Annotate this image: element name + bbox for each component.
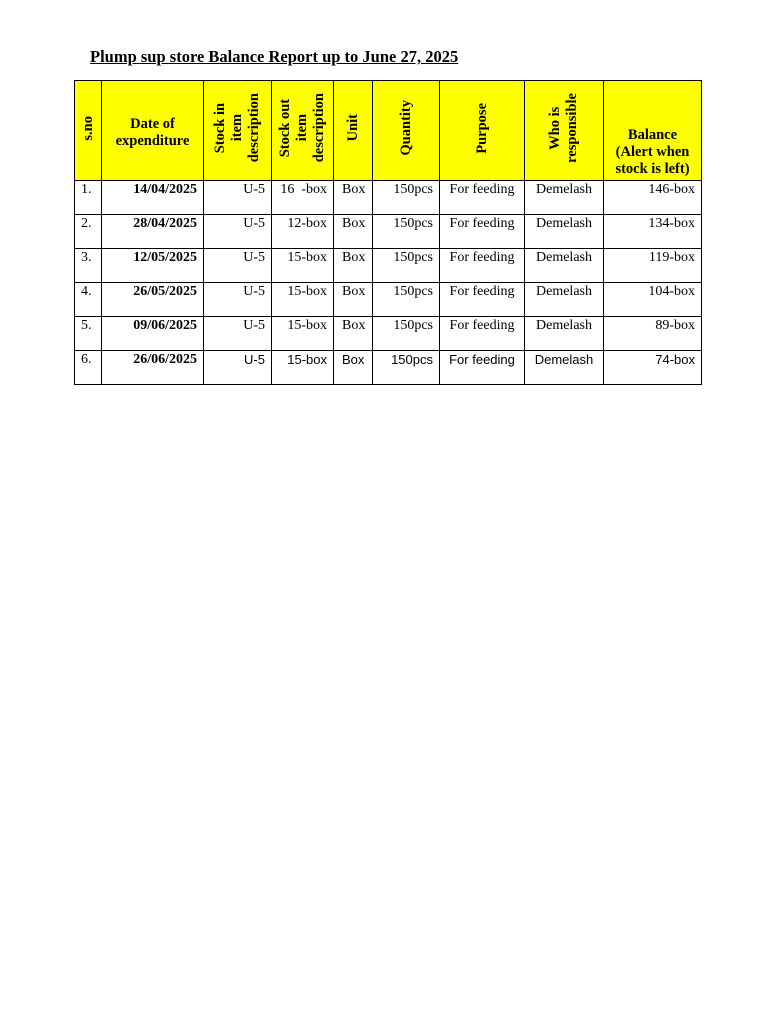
cell-date: 28/04/2025 bbox=[102, 215, 204, 249]
cell-quantity: 150pcs bbox=[373, 317, 440, 351]
cell-quantity: 150pcs bbox=[373, 181, 440, 215]
cell-balance: 119-box bbox=[604, 249, 702, 283]
cell-sno: 1. bbox=[75, 181, 102, 215]
cell-unit: Box bbox=[334, 351, 373, 385]
cell-who: Demelash bbox=[525, 317, 604, 351]
header-stock-in-line-1: Stock in bbox=[212, 102, 228, 154]
cell-unit: Box bbox=[334, 249, 373, 283]
header-stock-out-line-3: description bbox=[311, 93, 327, 163]
cell-balance: 89-box bbox=[604, 317, 702, 351]
cell-date: 09/06/2025 bbox=[102, 317, 204, 351]
cell-who: Demelash bbox=[525, 181, 604, 215]
cell-stock-out: 15-box bbox=[272, 249, 334, 283]
header-balance bbox=[604, 81, 702, 181]
header-who-line-1: Who is bbox=[547, 106, 563, 150]
cell-stock-in: U-5 bbox=[204, 215, 272, 249]
header-unit-label: Unit bbox=[344, 114, 361, 142]
cell-who: Demelash bbox=[525, 215, 604, 249]
report-title: Plump sup store Balance Report up to June 27, 2025 bbox=[90, 47, 459, 66]
header-stock-in-line-3: description bbox=[246, 93, 262, 163]
cell-stock-out: 15-box bbox=[272, 317, 334, 351]
header-date bbox=[102, 81, 204, 181]
cell-sno: 4. bbox=[75, 283, 102, 317]
cell-purpose: For feeding bbox=[440, 283, 525, 317]
cell-who: Demelash bbox=[525, 283, 604, 317]
cell-quantity: 150pcs bbox=[373, 283, 440, 317]
header-who-line-2: responsible bbox=[564, 93, 580, 163]
cell-purpose: For feeding bbox=[440, 317, 525, 351]
cell-purpose: For feeding bbox=[440, 351, 525, 385]
cell-stock-out: 12-box bbox=[272, 215, 334, 249]
cell-quantity: 150pcs bbox=[373, 249, 440, 283]
header-balance-line-3: stock is left) bbox=[615, 161, 690, 177]
balance-report-table bbox=[74, 80, 702, 385]
cell-balance: 134-box bbox=[604, 215, 702, 249]
header-who bbox=[525, 81, 604, 181]
cell-stock-out: 15-box bbox=[272, 351, 334, 385]
cell-unit: Box bbox=[334, 283, 373, 317]
cell-stock-in: U-5 bbox=[204, 249, 272, 283]
header-who-label bbox=[547, 93, 581, 163]
header-date-label: Date of expenditure bbox=[115, 115, 190, 149]
header-stock-in bbox=[204, 81, 272, 181]
header-sno bbox=[75, 81, 102, 181]
table-row bbox=[75, 181, 702, 215]
table-row bbox=[75, 249, 702, 283]
header-stock-out-line-1: Stock out bbox=[277, 98, 293, 158]
cell-unit: Box bbox=[334, 215, 373, 249]
cell-stock-in: U-5 bbox=[204, 351, 272, 385]
header-sno-label: s.no bbox=[79, 115, 96, 141]
cell-who: Demelash bbox=[525, 249, 604, 283]
cell-quantity: 150pcs bbox=[373, 215, 440, 249]
header-row bbox=[75, 81, 702, 181]
header-quantity-label: Quantity bbox=[397, 100, 414, 156]
header-stock-in-label bbox=[212, 93, 263, 162]
cell-date: 12/05/2025 bbox=[102, 249, 204, 283]
cell-sno: 5. bbox=[75, 317, 102, 351]
cell-stock-in: U-5 bbox=[204, 317, 272, 351]
cell-purpose: For feeding bbox=[440, 249, 525, 283]
cell-stock-out: 16 -box bbox=[272, 181, 334, 215]
cell-sno: 2. bbox=[75, 215, 102, 249]
cell-stock-in: U-5 bbox=[204, 181, 272, 215]
header-stock-out-label bbox=[277, 93, 328, 162]
header-quantity bbox=[373, 81, 440, 181]
header-balance-line-1: Balance bbox=[627, 127, 678, 143]
header-stock-out-line-2: item bbox=[294, 114, 310, 142]
cell-balance: 74-box bbox=[604, 351, 702, 385]
cell-balance: 104-box bbox=[604, 283, 702, 317]
cell-purpose: For feeding bbox=[440, 181, 525, 215]
cell-date: 26/06/2025 bbox=[102, 351, 204, 385]
header-purpose bbox=[440, 81, 525, 181]
cell-sno: 3. bbox=[75, 249, 102, 283]
table-row bbox=[75, 215, 702, 249]
cell-unit: Box bbox=[334, 317, 373, 351]
header-stock-out bbox=[272, 81, 334, 181]
cell-quantity: 150pcs bbox=[373, 351, 440, 385]
table-row bbox=[75, 317, 702, 351]
header-stock-in-line-2: item bbox=[229, 114, 245, 142]
header-unit bbox=[334, 81, 373, 181]
cell-unit: Box bbox=[334, 181, 373, 215]
table-row bbox=[75, 351, 702, 385]
cell-who: Demelash bbox=[525, 351, 604, 385]
cell-sno: 6. bbox=[75, 351, 102, 385]
cell-stock-out: 15-box bbox=[272, 283, 334, 317]
cell-date: 26/05/2025 bbox=[102, 283, 204, 317]
cell-stock-in: U-5 bbox=[204, 283, 272, 317]
cell-date: 14/04/2025 bbox=[102, 181, 204, 215]
cell-purpose: For feeding bbox=[440, 215, 525, 249]
table-row bbox=[75, 283, 702, 317]
cell-balance: 146-box bbox=[604, 181, 702, 215]
header-balance-line-2: (Alert when bbox=[615, 144, 690, 160]
header-purpose-label: Purpose bbox=[473, 102, 490, 154]
